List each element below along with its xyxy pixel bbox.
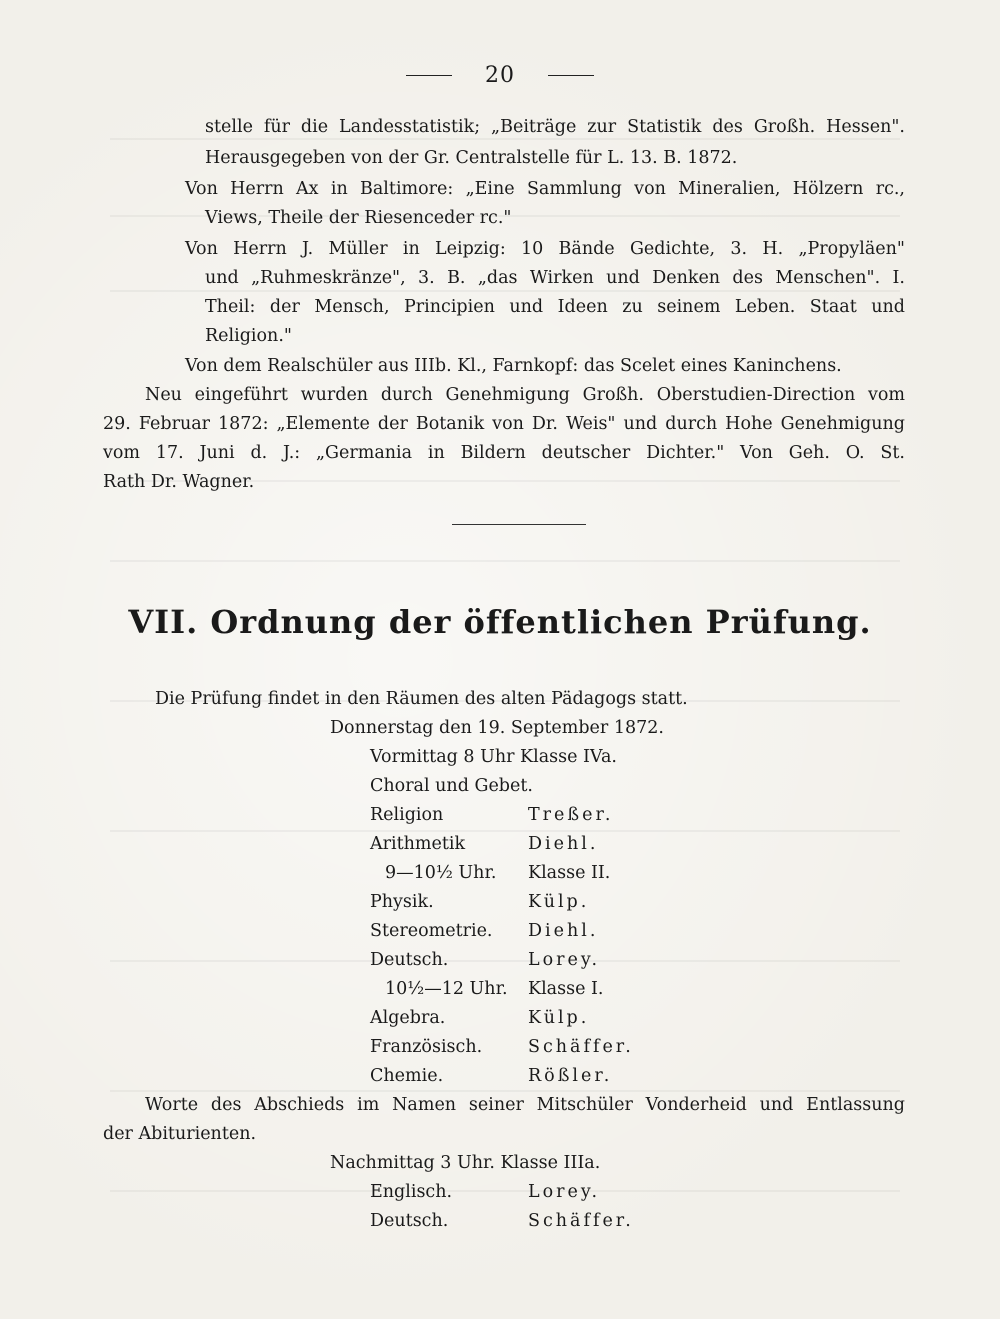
exam-teacher: Külp.: [528, 1008, 590, 1028]
section-title: VII. Ordnung der öffentlichen Prüfung.: [128, 603, 872, 641]
exam-teacher: Treßer.: [528, 805, 614, 825]
bleed-through-line: [110, 1090, 900, 1092]
exam-teacher: Diehl.: [528, 921, 599, 941]
exam-subject: Stereometrie.: [370, 921, 493, 941]
choral-prayer: Choral und Gebet.: [370, 776, 533, 796]
paragraph-line: Religion.": [205, 326, 292, 346]
exam-class: Klasse II.: [528, 863, 611, 883]
bleed-through-line: [110, 560, 900, 562]
exam-class: Klasse I.: [528, 979, 604, 999]
bleed-through-line: [110, 138, 900, 140]
exam-subject: Französisch.: [370, 1037, 483, 1057]
farewell-line: Worte des Abschieds im Namen seiner Mitschüler Vonderheid und Entlassung: [145, 1095, 905, 1115]
exam-teacher: Schäffer.: [528, 1037, 634, 1057]
header-rule-left: [406, 75, 452, 76]
exam-subject: Religion: [370, 805, 444, 825]
paragraph-line: Theil: der Mensch, Principien und Ideen zu seinem Leben. Staat und: [205, 297, 905, 317]
exam-teacher: Schäffer.: [528, 1211, 634, 1231]
page-number: 20: [485, 62, 515, 88]
exam-teacher: Lorey.: [528, 1182, 601, 1202]
paragraph-line: Herausgegeben von der Gr. Centralstelle für L. 13. B. 1872.: [205, 148, 738, 168]
paragraph-line: Neu eingeführt wurden durch Genehmigung Großh. Oberstudien-Direction vom: [145, 385, 905, 405]
paragraph-line: Von Herrn J. Müller in Leipzig: 10 Bände Gedichte, 3. H. „Propyläen": [185, 239, 905, 259]
paragraph-line: Von Herrn Ax in Baltimore: „Eine Sammlung von Mineralien, Hölzern rc.,: [185, 179, 905, 199]
exam-subject: Arithmetik: [370, 834, 466, 854]
paragraph-line: Rath Dr. Wagner.: [103, 472, 255, 492]
exam-intro: Die Prüfung findet in den Räumen des alten Pädagogs statt.: [155, 689, 688, 709]
exam-date: Donnerstag den 19. September 1872.: [330, 718, 664, 738]
bleed-through-line: [110, 830, 900, 832]
exam-teacher: Diehl.: [528, 834, 599, 854]
exam-subject: Physik.: [370, 892, 434, 912]
exam-subject: Englisch.: [370, 1182, 453, 1202]
paragraph-line: Views, Theile der Riesenceder rc.": [205, 208, 512, 228]
paragraph-line: vom 17. Juni d. J.: „Germania in Bildern deutscher Dichter." Von Geh. O. St.: [103, 443, 905, 463]
exam-teacher: Rößler.: [528, 1066, 613, 1086]
exam-subject: Deutsch.: [370, 950, 449, 970]
exam-time-slot: 10½—12 Uhr.: [385, 979, 508, 999]
bleed-through-line: [110, 960, 900, 962]
page-header: [0, 62, 1000, 92]
paragraph-line: stelle für die Landesstatistik; „Beiträge zur Statistik des Großh. Hessen".: [205, 117, 905, 137]
paragraph-line: 29. Februar 1872: „Elemente der Botanik von Dr. Weis" und durch Hohe Genehmigung: [103, 414, 905, 434]
header-rule-right: [548, 75, 594, 76]
exam-subject: Algebra.: [370, 1008, 446, 1028]
paragraph-line: und „Ruhmeskränze", 3. B. „das Wirken und Denken des Menschen". I.: [205, 268, 905, 288]
exam-subject: Chemie.: [370, 1066, 444, 1086]
bleed-through-line: [110, 290, 900, 292]
morning-session: Vormittag 8 Uhr Klasse IVa.: [370, 747, 617, 767]
exam-teacher: Lorey.: [528, 950, 601, 970]
farewell-line: der Abiturienten.: [103, 1124, 257, 1144]
exam-time-slot: 9—10½ Uhr.: [385, 863, 497, 883]
exam-teacher: Külp.: [528, 892, 590, 912]
paragraph-line: Von dem Realschüler aus IIIb. Kl., Farnkopf: das Scelet eines Kaninchens.: [185, 356, 842, 376]
exam-subject: Deutsch.: [370, 1211, 449, 1231]
section-divider: [452, 524, 586, 525]
afternoon-session: Nachmittag 3 Uhr. Klasse IIIa.: [330, 1153, 601, 1173]
bleed-through-line: [110, 1190, 900, 1192]
